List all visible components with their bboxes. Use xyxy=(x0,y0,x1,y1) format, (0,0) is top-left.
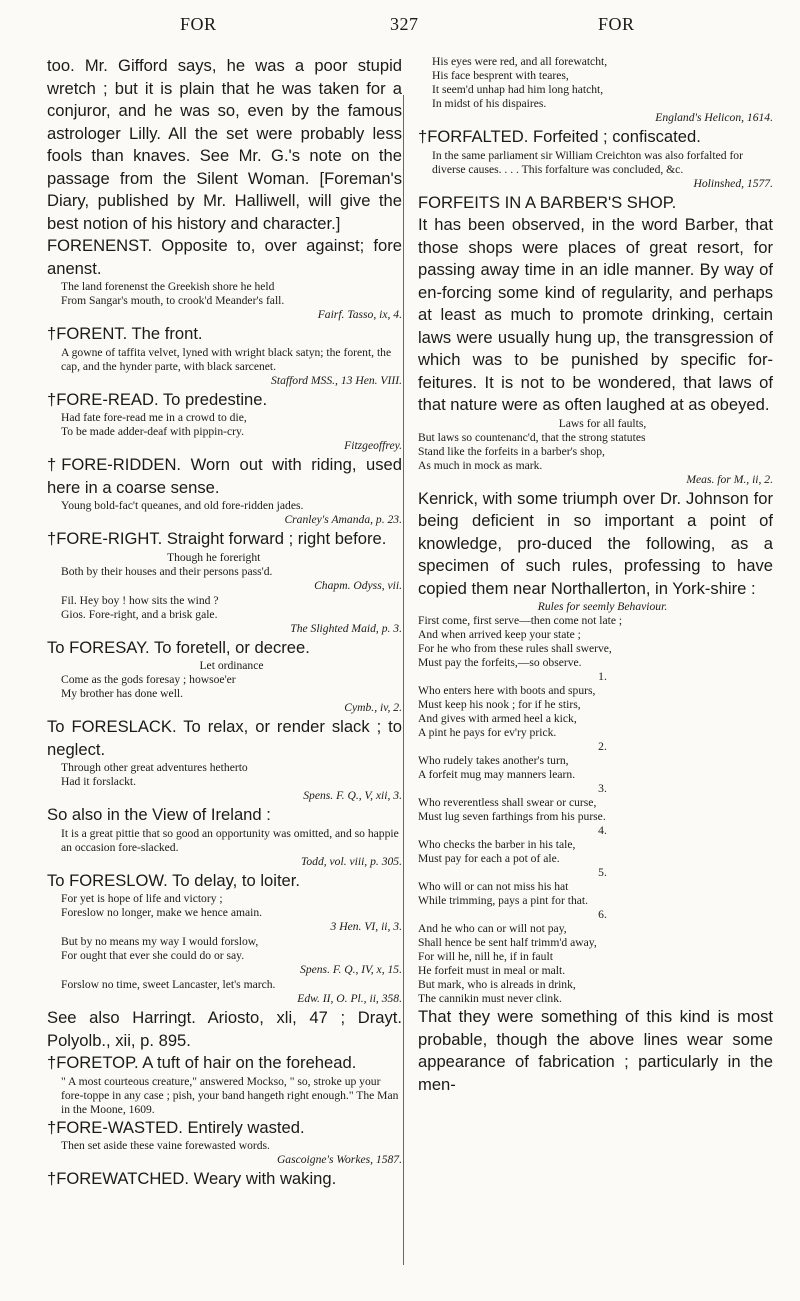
quote-line: In the same parliament sir William Creichton was also forfalted for diverse causes. . . . This forfalture was concluded, &c. xyxy=(432,148,743,176)
quote-line: It seem'd unhap had him long hatcht, xyxy=(432,83,604,96)
quote-line: From Sangar's mouth, to crook'd Meander's fall. xyxy=(61,294,285,307)
citation: Spens. F. Q., IV, x, 15. xyxy=(300,963,402,976)
rule-line: Must keep his nook ; for if he stirs, xyxy=(418,698,581,711)
citation: England's Helicon, 1614. xyxy=(655,111,773,124)
quote-line: But laws so countenanc'd, that the strong statutes xyxy=(418,430,646,444)
quote-line: Though he foreright xyxy=(167,550,261,564)
rule-line: And gives with armed heel a kick, xyxy=(418,712,577,725)
right-column xyxy=(418,55,773,1096)
citation: The Slighted Maid, p. 3. xyxy=(290,621,402,635)
rule-line: Who will or can not miss his hat xyxy=(418,880,569,893)
citation: Meas. for M., ii, 2. xyxy=(686,472,773,486)
citation: Chapm. Odyss, vii. xyxy=(314,578,402,592)
quote-line: Laws for all faults, xyxy=(558,416,647,430)
rule-line: First come, first serve—then come not late ; xyxy=(418,614,623,627)
running-head-left: FOR xyxy=(180,14,217,34)
column-divider xyxy=(403,95,404,1265)
quote-line: For yet is hope of life and victory ; xyxy=(61,892,223,905)
rule-line: Must lug seven farthings from his purse. xyxy=(418,810,606,823)
entry-foreslow: To FORESLOW. To delay, to loiter. xyxy=(47,870,301,890)
citation: Fairf. Tasso, ix, 4. xyxy=(317,308,402,321)
citation: Gascoigne's Workes, 1587. xyxy=(276,1153,402,1166)
quote-line: " A most courteous creature," answered Mockso, " so, stroke up your fore-toppe in any case ; pish, your band hangeth right enough." The Man in the Moone, 1609. xyxy=(61,1074,399,1116)
quote-line: For ought that ever she could do or say. xyxy=(61,949,245,962)
citation: Stafford MSS., 13 Hen. VIII. xyxy=(271,373,402,387)
quote-line: Had fate fore-read me in a crowd to die, xyxy=(61,411,247,424)
entry-fore-wasted: †FORE-WASTED. Entirely wasted. xyxy=(47,1117,305,1137)
entry-fore-ridden: †FORE-RIDDEN. Worn out with riding, used here in a coarse sense. xyxy=(47,455,402,497)
citation: Edw. II, O. Pl., ii, 358. xyxy=(297,992,402,1005)
rule-line: And when arrived keep your state ; xyxy=(418,628,581,641)
running-head xyxy=(0,6,800,40)
rule-line: Shall hence be sent half trimm'd away, xyxy=(418,936,597,949)
quote-line: Forslow no time, sweet Lancaster, let's march. xyxy=(61,978,276,991)
quote-line: Come as the gods foresay ; howsoe'er xyxy=(61,673,236,686)
quote-line: But by no means my way I would forslow, xyxy=(61,935,259,948)
rule-line: For will he, nill he, if in fault xyxy=(418,950,553,963)
rule-line: But mark, who is alreads in drink, xyxy=(418,978,576,991)
rule-line: Who rudely takes another's turn, xyxy=(418,754,569,767)
quote-line: As much in mock as mark. xyxy=(418,458,543,472)
citation: Todd, vol. viii, p. 305. xyxy=(300,854,402,868)
paragraph: It has been observed, in the word Barber, that those shops were places of great resort, for passing away time in an idle manner. By way of en-forcing some kind of regularity, and perhaps at least as much to promote drinking, certain laws were usually hung up, the transgression of which was to be punished by specific for-feitures. It is not to be wondered, that laws of that nature were as often laughed at as obeyed. xyxy=(418,215,773,414)
citation: Holinshed, 1577. xyxy=(693,176,773,190)
rule-line: For he who from these rules shall swerve, xyxy=(418,642,612,655)
citation: Spens. F. Q., V, xii, 3. xyxy=(303,789,402,802)
entry-forfeits: FORFEITS IN A BARBER'S SHOP. xyxy=(418,192,677,212)
rule-line: Must pay the forfeits,—so observe. xyxy=(418,656,582,669)
quote-line: The land forenenst the Greekish shore he held xyxy=(61,280,275,293)
rule-line: While trimming, pays a pint for that. xyxy=(418,894,589,907)
quote-line: To be made adder-deaf with pippin-cry. xyxy=(61,425,244,438)
paragraph: too. Mr. Gifford says, he was a poor stupid wretch ; but it is plain that he was taken for a conjuror, and he was so, even by the famous astrologer Lilly. All the set were probably less fools than knaves. See Mr. G.'s note on the passage from the Silent Woman. [Foreman's Diary, published by Mr. Halliwell, will give the best notion of his history and character.] xyxy=(47,56,402,233)
rule-number: 3. xyxy=(598,782,607,795)
paragraph: Kenrick, with some triumph over Dr. Johnson for being deficient in so important a point of knowledge, pro-duced the following, as a specimen of such rules, professing to have copied them near Northallerton, in York-shire : xyxy=(418,488,773,598)
see-also: So also in the View of Ireland : xyxy=(47,805,271,824)
rule-number: 2. xyxy=(598,740,607,753)
quote-line: Through other great adventures hetherto xyxy=(61,761,248,774)
entry-foresay: To FORESAY. To foretell, or decree. xyxy=(47,637,310,657)
quote-line: Then set aside these vaine forewasted words. xyxy=(61,1139,270,1152)
quote-line: Both by their houses and their persons pass'd. xyxy=(61,564,273,578)
quote-line: Stand like the forfeits in a barber's shop, xyxy=(418,444,605,458)
quote-line: Foreslow no longer, make we hence amain. xyxy=(61,906,263,919)
rule-line: Who reverentless shall swear or curse, xyxy=(418,796,597,809)
quote-line: In midst of his dispaires. xyxy=(432,97,547,110)
entry-foreslack: To FORESLACK. To relax, or render slack ; to neglect. xyxy=(47,717,402,759)
citation: Cymb., iv, 2. xyxy=(344,701,402,714)
entry-forfalted: †FORFALTED. Forfeited ; confiscated. xyxy=(418,127,701,146)
paragraph: That they were something of this kind is most probable, though the above lines wear some appearance of fabrication ; particularly in the men- xyxy=(418,1007,773,1094)
rule-number: 6. xyxy=(598,908,607,921)
quote-line: A gowne of taffita velvet, lyned with wright black satyn; the forent, the cap, and the hynder parte, with black sarcenet. xyxy=(61,345,392,373)
running-head-right: FOR xyxy=(598,14,635,34)
rule-number: 4. xyxy=(598,824,607,837)
entry-forent: †FORENT. The front. xyxy=(47,324,203,343)
quote-line: Young bold-fac't queanes, and old fore-ridden jades. xyxy=(61,499,304,512)
see-also: See also Harringt. Ariosto, xli, 47 ; Drayt. Polyolb., xii, p. 895. xyxy=(47,1008,402,1050)
quote-line: His face besprent with teares, xyxy=(432,69,569,82)
rule-number: 1. xyxy=(598,670,607,683)
citation: 3 Hen. VI, ii, 3. xyxy=(330,920,402,933)
citation: Fitzgeoffrey. xyxy=(344,439,402,452)
rule-line: The cannikin must never clink. xyxy=(418,992,562,1005)
entry-fore-right: †FORE-RIGHT. Straight forward ; right before. xyxy=(47,529,387,548)
rule-line: A pint he pays for ev'ry prick. xyxy=(418,726,557,739)
quote-line: Had it forslackt. xyxy=(61,775,137,788)
page-number: 327 xyxy=(390,14,419,34)
rule-line: Who checks the barber in his tale, xyxy=(418,838,576,851)
rule-line: And he who can or will not pay, xyxy=(418,922,567,935)
left-column xyxy=(47,55,402,1191)
quote-line: His eyes were red, and all forewatcht, xyxy=(432,55,608,68)
rule-line: A forfeit mug may manners learn. xyxy=(418,768,576,781)
citation: Cranley's Amanda, p. 23. xyxy=(284,513,402,526)
entry-forenenst: FORENENST. Opposite to, over against; fore anenst. xyxy=(47,236,402,278)
rules-title: Rules for seemly Behaviour. xyxy=(537,600,668,613)
entry-forewatched: †FOREWATCHED. Weary with waking. xyxy=(47,1169,337,1188)
quote-line: Let ordinance xyxy=(199,659,264,672)
rule-number: 5. xyxy=(598,866,607,879)
entry-fore-read: †FORE-READ. To predestine. xyxy=(47,389,268,409)
rule-line: Who enters here with boots and spurs, xyxy=(418,684,596,697)
rule-line: He forfeit must in meal or malt. xyxy=(418,964,566,977)
quote-line: Gios. Fore-right, and a brisk gale. xyxy=(61,607,218,621)
entry-foretop: †FORETOP. A tuft of hair on the forehead. xyxy=(47,1053,357,1072)
rule-line: Must pay for each a pot of ale. xyxy=(418,852,560,865)
quote-line: My brother has done well. xyxy=(61,687,184,700)
quote-line: It is a great pittie that so good an opportunity was omitted, and so happie an occasion fore-slacked. xyxy=(61,826,399,854)
quote-line: Fil. Hey boy ! how sits the wind ? xyxy=(61,593,219,607)
